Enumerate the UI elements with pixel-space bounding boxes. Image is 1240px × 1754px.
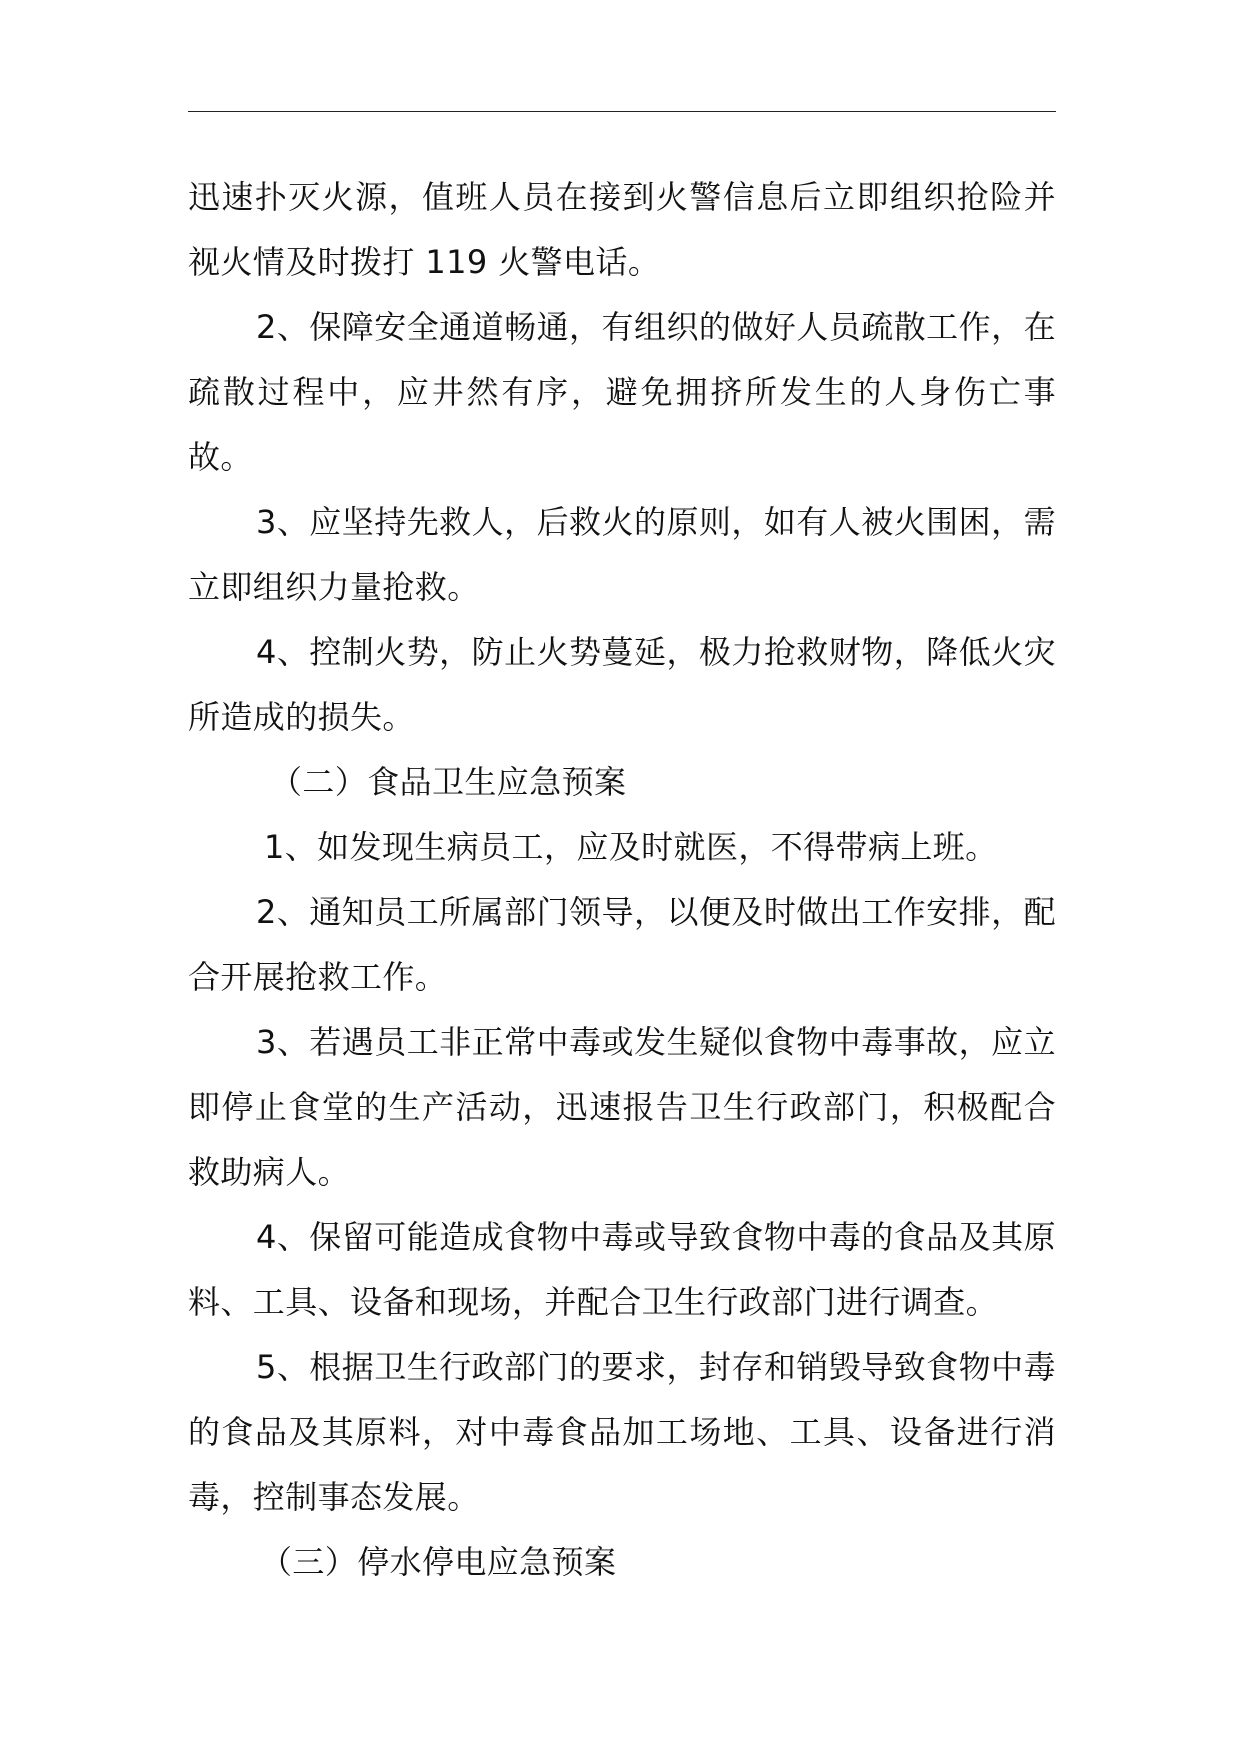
- paragraph-fire-item-3: 3、应坚持先救人，后救火的原则，如有人被火围困，需立即组织力量抢救。: [188, 503, 1056, 606]
- header-rule: [188, 111, 1056, 112]
- paragraph-fire-item-4: 4、控制火势，防止火势蔓延，极力抢救财物，降低火灾所造成的损失。: [188, 633, 1056, 736]
- paragraph-fire-continued: 迅速扑灭火源，值班人员在接到火警信息后立即组织抢险并视火情及时拨打 119 火警电话。: [188, 178, 1056, 281]
- paragraph-fire-item-2: 2、保障安全通道畅通，有组织的做好人员疏散工作，在疏散过程中，应井然有序，避免拥挤所发生的人身伤亡事故。: [188, 308, 1056, 476]
- section-heading-food-hygiene: （二）食品卫生应急预案: [270, 763, 627, 801]
- paragraph-food-item-3: 3、若遇员工非正常中毒或发生疑似食物中毒事故，应立即停止食堂的生产活动，迅速报告卫生行政部门，积极配合救助病人。: [188, 1023, 1056, 1191]
- paragraph-food-item-4: 4、保留可能造成食物中毒或导致食物中毒的食品及其原料、工具、设备和现场，并配合卫生行政部门进行调查。: [188, 1218, 1056, 1321]
- paragraph-food-item-5: 5、根据卫生行政部门的要求，封存和销毁导致食物中毒的食品及其原料，对中毒食品加工场地、工具、设备进行消毒，控制事态发展。: [188, 1348, 1056, 1516]
- section-heading-water-power-outage: （三）停水停电应急预案: [260, 1543, 617, 1581]
- paragraph-food-item-1: 1、如发现生病员工，应及时就医，不得带病上班。: [264, 828, 998, 866]
- document-body: [188, 165, 1056, 1595]
- paragraph-food-item-2: 2、通知员工所属部门领导，以便及时做出工作安排，配合开展抢救工作。: [188, 893, 1056, 996]
